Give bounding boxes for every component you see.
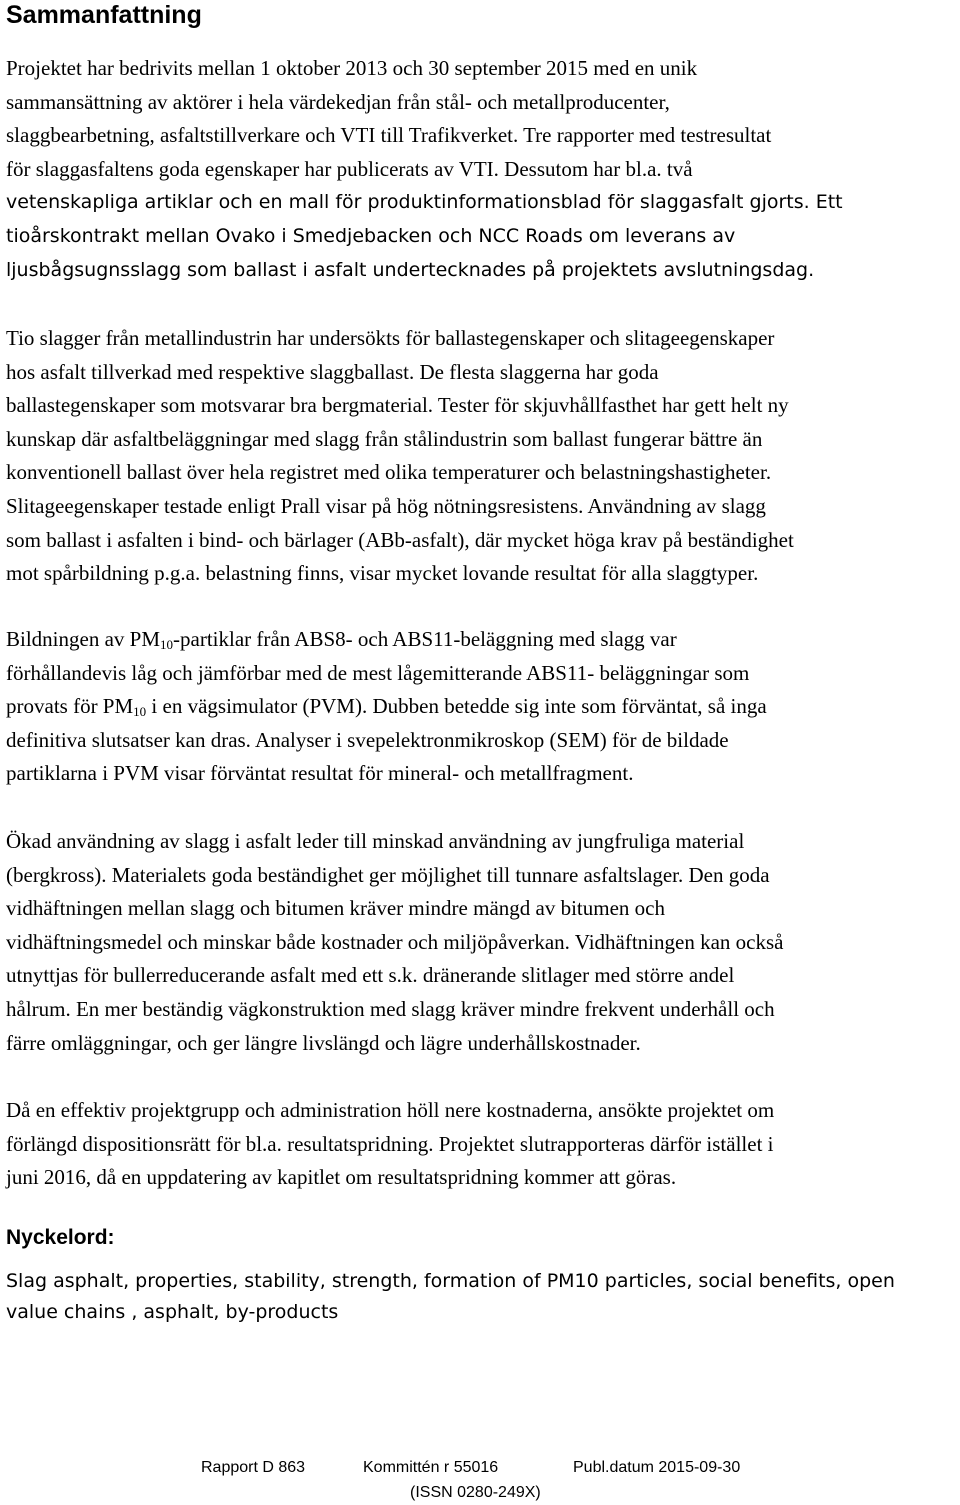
text-run: provats för PM [6, 694, 134, 719]
paragraph-line: hålrum. En mer beständig vägkonstruktion med slagg kräver mindre frekvent underhåll och [6, 996, 775, 1021]
paragraph-line: vetenskapliga artiklar och en mall för produktinformationsblad för slaggasfalt gjorts. Ett [6, 191, 843, 214]
text-run: Bildningen av PM [6, 627, 161, 651]
keywords-line: value chains , asphalt, by-products [6, 1301, 339, 1323]
keywords-heading: Nyckelord: [6, 1226, 115, 1249]
paragraph-line: färre omläggningar, och ger längre livslängd och lägre underhållskostnader. [6, 1030, 641, 1055]
paragraph-line: vidhäftningen mellan slagg och bitumen kräver mindre mängd av bitumen och [6, 896, 665, 921]
paragraph-line: för slaggasfaltens goda egenskaper har publicerats av VTI. Dessutom har bl.a. två [6, 156, 693, 181]
paragraph-line: konventionell ballast över hela registret med olika temperaturer och belastningshastigheter. [6, 460, 772, 485]
paragraph-line: kunskap där asfaltbeläggningar med slagg från stålindustrin som ballast fungerar bättre än [6, 426, 763, 451]
paragraph-line: Tio slagger från metallindustrin har undersökts för ballastegenskaper och slitageegenskaper [6, 326, 775, 350]
paragraph-line: förhållandevis låg och jämförbar med de mest lågemitterande ABS11- beläggningar som [6, 660, 750, 685]
page-footer [0, 1459, 960, 1505]
paragraph-line: (bergkross). Materialets goda beständighet ger möjlighet till tunnare asfaltslager. Den goda [6, 862, 770, 887]
paragraph-project-summary [6, 52, 956, 287]
keywords-line: Slag asphalt, properties, stability, strength, formation of PM10 particles, social benefits, open [6, 1270, 895, 1292]
paragraph-line: Ökad användning av slagg i asfalt leder till minskad användning av jungfruliga material [6, 829, 745, 853]
text-run: i en vägsimulator (PVM). Dubben betedde sig inte som förväntat, så inga [146, 694, 767, 719]
footer-committee-number: Kommittén r 55016 [363, 1459, 499, 1476]
pm-subscript: 10 [133, 704, 147, 720]
paragraph-line: juni 2016, då en uppdatering av kapitlet om resultatspridning kommer att göras. [6, 1165, 677, 1190]
footer-publication-date: Publ.datum 2015-09-30 [573, 1459, 741, 1476]
paragraph-line: definitiva slutsatser kan dras. Analyser i svepelektronmikroskop (SEM) för de bildade [6, 727, 729, 752]
paragraph-benefits [6, 825, 956, 1060]
paragraph-line: sammansättning av aktörer i hela värdekedjan från stål- och metallproducenter, [6, 89, 670, 114]
paragraph-line: vidhäftningsmedel och minskar både kostnader och miljöpåverkan. Vidhäftningen kan också [6, 929, 784, 954]
pm-subscript: 10 [160, 637, 174, 652]
keywords-list [6, 1266, 956, 1328]
paragraph-line: partiklarna i PVM visar förväntat resultat för mineral- och metallfragment. [6, 761, 634, 786]
paragraph-line: Projektet har bedrivits mellan 1 oktober 2013 och 30 september 2015 med en unik [6, 56, 698, 80]
footer-report-number: Rapport D 863 [201, 1459, 306, 1476]
paragraph-slag-properties [6, 322, 956, 591]
paragraph-line: ballastegenskaper som motsvarar bra bergmaterial. Tester för skjuvhållfasthet har gett helt ny [6, 393, 789, 418]
footer-issn: (ISSN 0280-249X) [410, 1484, 541, 1501]
paragraph-line: Då en effektiv projektgrupp och administration höll nere kostnaderna, ansökte projektet om [6, 1098, 775, 1122]
paragraph-line: Slitageegenskaper testade enligt Prall visar på hög nötningsresistens. Användning av slagg [6, 493, 766, 518]
paragraph-pm10-formation [6, 623, 956, 791]
page-title: Sammanfattning [6, 1, 202, 29]
paragraph-line: hos asfalt tillverkad med respektive slaggballast. De flesta slaggerna har goda [6, 359, 659, 384]
paragraph-administration [6, 1094, 956, 1195]
text-run: -partiklar från ABS8- och ABS11-beläggning med slagg var [173, 627, 677, 651]
paragraph-line: mot spårbildning p.g.a. belastning finns, visar mycket lovande resultat för alla slaggtyper. [6, 561, 759, 586]
paragraph-line: utnyttjas för bullerreducerande asfalt med ett s.k. dränerande slitlager med större andel [6, 963, 735, 988]
paragraph-line [6, 623, 956, 657]
paragraph-line: förlängd dispositionsrätt för bl.a. resultatspridning. Projektet slutrapporteras därför istället i [6, 1131, 774, 1156]
paragraph-line: som ballast i asfalten i bind- och bärlager (ABb-asfalt), där mycket höga krav på beständighet [6, 527, 794, 552]
paragraph-line [6, 690, 956, 724]
paragraph-line: ljusbågsugnsslagg som ballast i asfalt undertecknades på projektets avslutningsdag. [6, 258, 815, 281]
paragraph-line: slaggbearbetning, asfaltstillverkare och VTI till Trafikverket. Tre rapporter med testresultat [6, 123, 772, 148]
paragraph-line: tioårskontrakt mellan Ovako i Smedjebacken och NCC Roads om leverans av [6, 224, 736, 247]
